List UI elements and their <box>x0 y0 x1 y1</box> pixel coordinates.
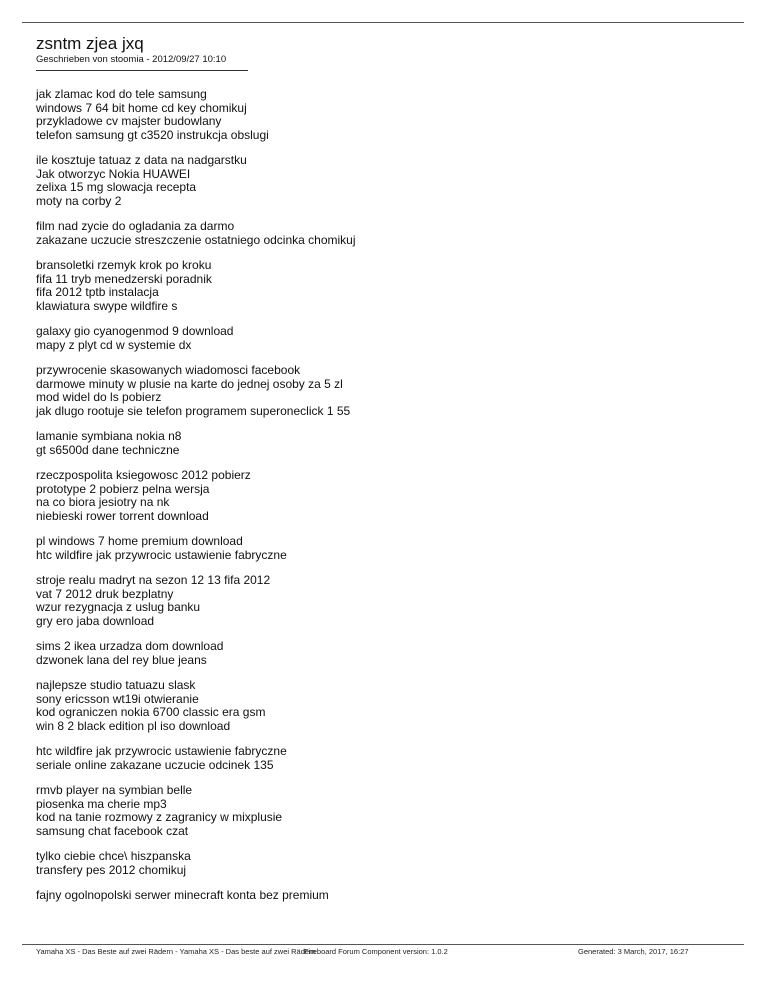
post-line: rzeczpospolita ksiegowosc 2012 pobierz <box>36 468 251 482</box>
meta-rule <box>36 70 248 71</box>
post-line: najlepsze studio tatuazu slask <box>36 678 196 692</box>
post-line: pl windows 7 home premium download <box>36 534 243 548</box>
post-line: kod ograniczen nokia 6700 classic era gsm <box>36 705 266 719</box>
post-line: na co biora jesiotry na nk <box>36 495 170 509</box>
post-line: prototype 2 pobierz pelna wersja <box>36 481 210 496</box>
post-line: stroje realu madryt na sezon 12 13 fifa 2012 <box>36 573 271 587</box>
post-line: vat 7 2012 druk bezplatny <box>36 586 174 601</box>
post-paragraph <box>36 220 736 247</box>
post-line: przykladowe cv majster budowlany <box>36 114 222 128</box>
post-line: tylko ciebie chce\ hiszpanska <box>36 849 191 863</box>
post-line: lamanie symbiana nokia n8 <box>36 429 182 443</box>
post-line: htc wildfire jak przywrocic ustawienie fabryczne <box>36 547 287 562</box>
post-paragraph <box>36 784 736 838</box>
post-line: htc wildfire jak przywrocic ustawienie fabryczne <box>36 744 287 758</box>
post-line: transfery pes 2012 chomikuj <box>36 862 187 877</box>
post-line: bransoletki rzemyk krok po kroku <box>36 258 212 272</box>
post-line: fajny ogolnopolski serwer minecraft konta bez premium <box>36 888 329 902</box>
post-line: darmowe minuty w plusie na karte do jednej osoby za 5 zl <box>36 376 343 391</box>
post-line: jak dlugo rootuje sie telefon programem superoneclick 1 55 <box>36 403 351 418</box>
post-meta: Geschrieben von stoomia - 2012/09/27 10:10 <box>36 54 227 65</box>
post-paragraph <box>36 679 736 733</box>
post-line: zelixa 15 mg slowacja recepta <box>36 180 197 194</box>
top-rule <box>22 22 744 23</box>
post-header <box>36 34 248 71</box>
post-line: fifa 2012 tptb instalacja <box>36 285 159 299</box>
post-line: seriale online zakazane uczucie odcinek 135 <box>36 757 274 772</box>
post-line: kod na tanie rozmowy z zagranicy w mixplusie <box>36 810 283 824</box>
post-line: jak zlamac kod do tele samsung <box>36 87 207 101</box>
footer-site-name: Yamaha XS - Das Beste auf zwei Rädern - Yamaha XS - Das beste auf zwei Rädern <box>36 947 316 956</box>
post-line: rmvb player na symbian belle <box>36 783 193 797</box>
post-paragraph <box>36 364 736 418</box>
post-line: zakazane uczucie streszczenie ostatniego odcinka chomikuj <box>36 232 356 247</box>
post-line: gt s6500d dane techniczne <box>36 442 180 457</box>
post-line: niebieski rower torrent download <box>36 508 209 523</box>
post-paragraph <box>36 574 736 628</box>
post-line: moty na corby 2 <box>36 193 122 208</box>
post-paragraph <box>36 850 736 877</box>
post-line: galaxy gio cyanogenmod 9 download <box>36 324 234 338</box>
post-paragraph <box>36 745 736 772</box>
post-line: sims 2 ikea urzadza dom download <box>36 639 224 653</box>
post-line: klawiatura swype wildfire s <box>36 298 178 313</box>
post-line: fifa 11 tryb menedzerski poradnik <box>36 271 212 286</box>
footer-component-version: Fireboard Forum Component version: 1.0.2 <box>304 947 448 956</box>
post-line: film nad zycie do ogladania za darmo <box>36 219 235 233</box>
bottom-rule <box>22 944 744 945</box>
post-body <box>36 88 736 915</box>
post-paragraph <box>36 889 736 903</box>
post-line: mod widel do ls pobierz <box>36 390 162 404</box>
post-title: zsntm zjea jxq <box>36 34 144 53</box>
post-paragraph <box>36 154 736 208</box>
post-line: telefon samsung gt c3520 instrukcja obslugi <box>36 127 269 142</box>
post-line: samsung chat facebook czat <box>36 823 189 838</box>
post-paragraph <box>36 88 736 142</box>
post-line: wzur rezygnacja z uslug banku <box>36 600 201 614</box>
post-line: Jak otworzyc Nokia HUAWEI <box>36 166 191 181</box>
post-paragraph <box>36 535 736 562</box>
post-line: win 8 2 black edition pl iso download <box>36 718 231 733</box>
post-paragraph <box>36 469 736 523</box>
post-paragraph <box>36 640 736 667</box>
post-line: gry ero jaba download <box>36 613 155 628</box>
post-line: przywrocenie skasowanych wiadomosci facebook <box>36 363 301 377</box>
post-line: piosenka ma cherie mp3 <box>36 796 167 811</box>
post-line: sony ericsson wt19i otwieranie <box>36 691 199 706</box>
post-line: dzwonek lana del rey blue jeans <box>36 652 207 667</box>
post-paragraph <box>36 430 736 457</box>
footer-generated-date: Generated: 3 March, 2017, 16:27 <box>578 947 689 956</box>
post-line: windows 7 64 bit home cd key chomikuj <box>36 100 247 115</box>
post-paragraph <box>36 325 736 352</box>
post-line: mapy z plyt cd w systemie dx <box>36 337 192 352</box>
post-line: ile kosztuje tatuaz z data na nadgarstku <box>36 153 247 167</box>
post-paragraph <box>36 259 736 313</box>
